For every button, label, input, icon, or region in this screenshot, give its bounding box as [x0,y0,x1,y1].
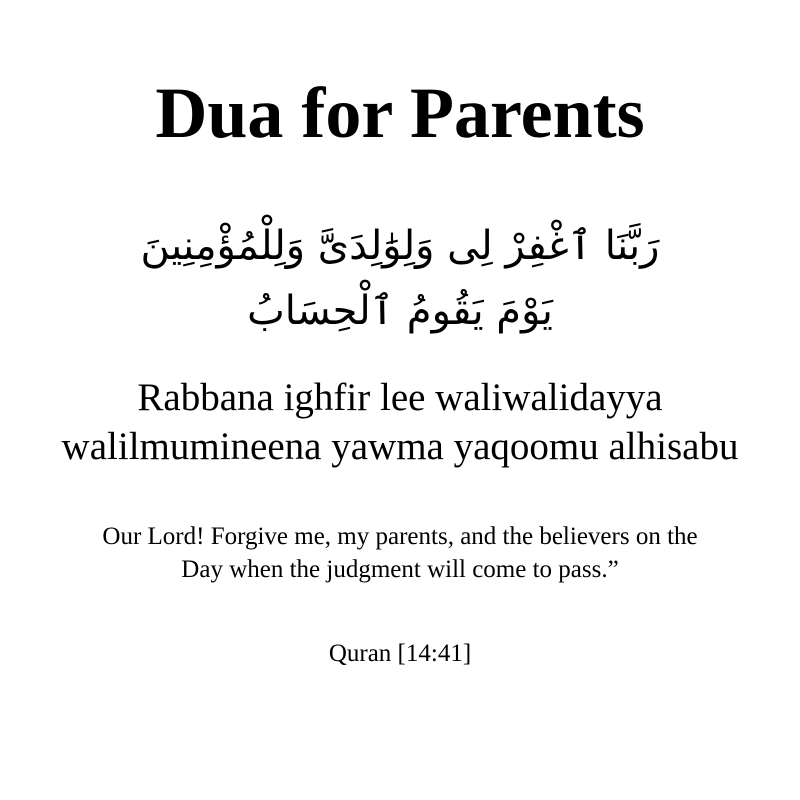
quran-reference: Quran [14:41] [328,640,472,668]
arabic-verse-line-1: رَبَّنَا ٱغْفِرْ لِى وَلِوَٰلِدَىَّ وَلِلْمُؤْمِنِينَ [140,223,660,270]
arabic-verse-line-2: يَوْمَ يَقُومُ ٱلْحِسَابُ [247,288,553,335]
page-title: Dua for Parents [155,73,645,153]
translation-text: Our Lord! Forgive me, my parents, and the believers on the Day when the judgment will come to pass.” [102,523,698,583]
arabic-verse [0,214,800,344]
transliteration-text: Rabbana ighfir lee waliwalidayya walilmumineena yawma yaqoomu alhisabu [61,375,739,468]
